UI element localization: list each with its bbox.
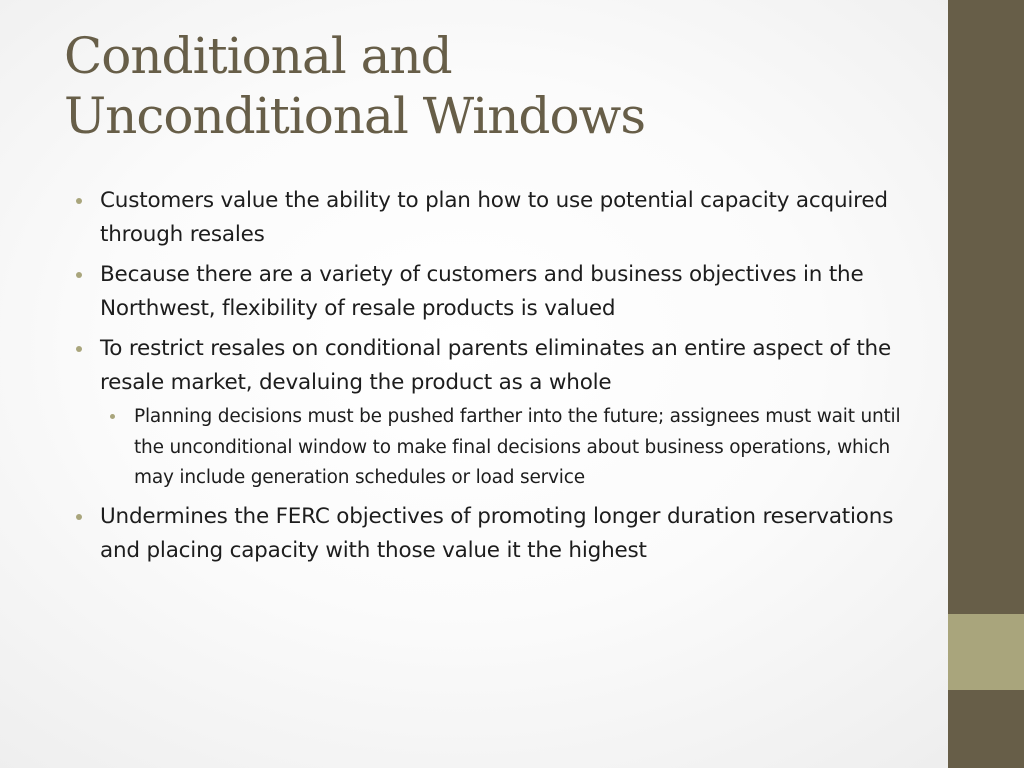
bullet-text: To restrict resales on conditional parents eliminates an entire aspect of the resale market, devaluing the product as a whole (100, 336, 891, 395)
slide-title-line: Conditional and (64, 27, 452, 85)
sub-bullet-text: Planning decisions must be pushed farther into the future; assignees must wait until the unconditional window to make final decisions about business operations, which may include generation schedules or load service (134, 406, 901, 488)
sub-bullet-list (108, 402, 904, 494)
slide-title-line: Unconditional Windows (64, 87, 646, 145)
sub-bullet-item (108, 402, 904, 494)
decorative-sidebar-accent (948, 614, 1024, 690)
bullet-list (74, 184, 904, 574)
bullet-text: Undermines the FERC objectives of promoting longer duration reservations and placing capacity with those value it the highest (100, 503, 894, 563)
bullet-text: Because there are a variety of customers and business objectives in the Northwest, flexibility of resale products is valued (100, 262, 864, 321)
bullet-item (74, 332, 904, 494)
bullet-item (74, 184, 904, 252)
bullet-item (74, 258, 904, 326)
slide-title (64, 26, 924, 146)
bullet-item (74, 500, 904, 568)
bullet-text: Customers value the ability to plan how to use potential capacity acquired through resales (100, 188, 888, 247)
